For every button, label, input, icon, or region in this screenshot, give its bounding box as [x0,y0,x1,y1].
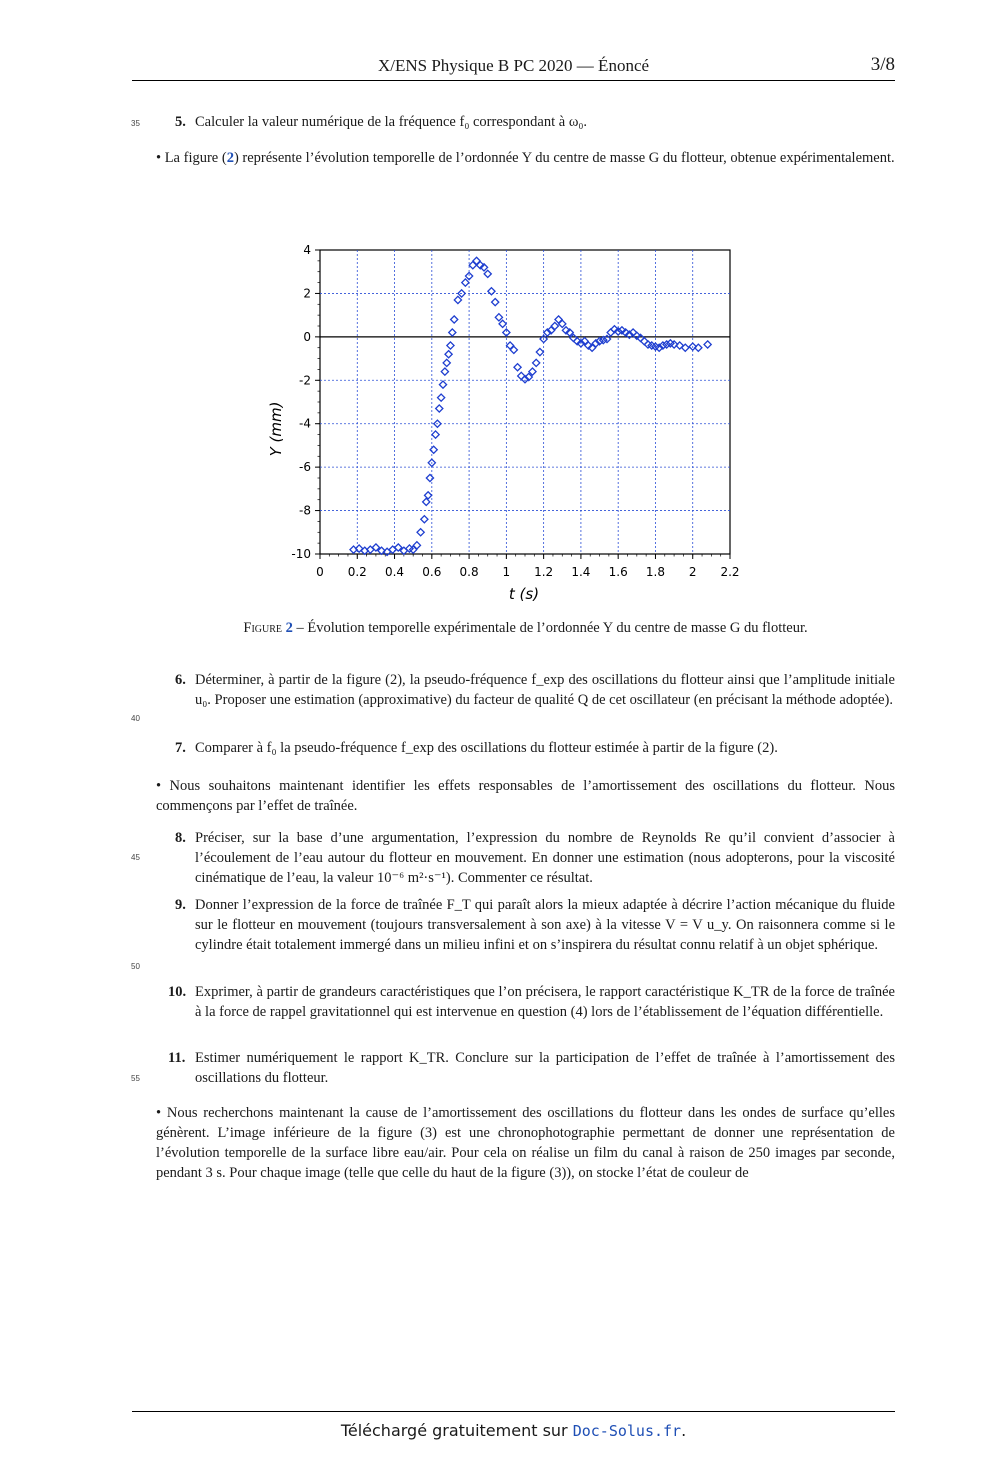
x-tick-label: 1.4 [571,565,591,579]
paragraph-figure-intro: • La figure (2) représente l’évolution temporelle de l’ordonnée Y du centre de masse G du flotteur, obtenue expérimentalement. [156,150,895,166]
line-number: 45 [131,853,140,862]
y-tick-label: 2 [303,286,311,301]
x-tick-label: 1 [502,565,511,579]
page-number: 3/8 [870,54,895,75]
x-tick-label: 0 [316,565,324,579]
question-number: 5. [175,114,186,130]
line-number: 35 [131,119,140,128]
figure-caption: Figure 2 – Évolution temporelle expérimentale de l’ordonnée Y du centre de masse G du flotteur. [243,620,808,636]
x-tick-label: 0.2 [347,565,367,579]
question-6: 6. Déterminer, à partir de la figure (2), la pseudo-fréquence f_exp des oscillations du flotteur ainsi que l’amplitude initiale u₀. Proposer une estimation (approximative) du facteur de qualité Q de cet oscillateur (en précisant la méthode adoptée). [175,672,895,708]
figure-2-chart [250,230,750,615]
page-header [132,52,895,81]
question-text: Déterminer, à partir de la figure (2), la pseudo-fréquence f_exp des oscillations du flotteur ainsi que l’amplitude initiale u₀. Proposer une estimation (approximative) du facteur de qualité Q de cet oscillateur (en précisant la méthode adoptée). [195,672,895,708]
question-10: 10. Exprimer, à partir de grandeurs caractéristiques que l’on précisera, le rapport caractéristique K_TR de la force de traînée à la force de rappel gravitationnel qui est intervenue en question (4) lors de l’établissement de l’équation différentielle. [168,984,895,1020]
y-axis-label: Y (mm) [267,401,285,457]
question-8: 8. Préciser, sur la base d’une argumentation, l’expression du nombre de Reynolds Re qu’il convient d’associer à l’écoulement de l’eau autour du flotteur en mouvement. En donner une estimation (nous adopterons, pour la viscosité cinématique de l’eau, la valeur 10⁻⁶ m²·s⁻¹). Commenter ce résultat. [175,830,895,886]
y-tick-label: -2 [299,373,311,388]
footer-divider [132,1411,895,1412]
x-tick-label: 0.6 [422,565,442,579]
question-9: 9. Donner l’expression de la force de traînée F_T qui paraît alors la mieux adaptée à décrire l’action mécanique du fluide sur le flotteur en mouvement (toujours transversalement à son axe) à la vitesse V = V u_y. On raisonnera comme si le cylindre était totalement immergé dans un milieu infini et on s’inspirera du résultat connu relatif à un objet sphérique. [175,897,895,953]
plot-frame [320,250,730,554]
question-5 [175,112,895,132]
question-text: Exprimer, à partir de grandeurs caractéristiques que l’on précisera, le rapport caractéristique K_TR de la force de traînée à la force de rappel gravitationnel qui est intervenue en question (4) lors de l’établissement de l’équation différentielle. [195,984,895,1020]
question-text: Comparer à f₀ la pseudo-fréquence f_exp des oscillations du flotteur estimée à partir de la figure (2). [195,740,778,756]
line-number: 40 [131,714,140,723]
question-text: Calculer la valeur numérique de la fréquence f₀ correspondant à ω₀. [195,114,588,130]
x-tick-label: 0.4 [384,565,405,579]
y-tick-label: 4 [303,243,311,257]
x-tick-label: 2 [688,565,697,579]
question-text: Estimer numériquement le rapport K_TR. Conclure sur la participation de l’effet de traînée à l’amortissement des oscillations du flotteur. [195,1050,895,1086]
line-number: 50 [131,962,140,971]
y-tick-label: -8 [299,503,311,518]
y-tick-label: -10 [291,547,311,561]
page-footer: Téléchargé gratuitement sur Doc-Solus.fr. [340,1421,687,1440]
paragraph-drag-intro: • Nous souhaitons maintenant identifier les effets responsables de l’amortissement des oscillations du flotteur. Nous commençons par l’effet de traînée. [156,778,896,814]
doc-solus-link[interactable]: Doc-Solus.fr [572,1422,682,1440]
x-axis-label: t (s) [508,585,540,603]
x-tick-label: 1.8 [645,565,666,579]
question-text: Préciser, sur la base d’une argumentation, l’expression du nombre de Reynolds Re qu’il convient d’associer à l’écoulement de l’eau autour du flotteur en mouvement. En donner une estimation (nous adopterons, pour la viscosité cinématique de l’eau, la valeur 10⁻⁶ m²·s⁻¹). Commenter ce résultat. [195,830,895,886]
x-tick-label: 2.2 [720,565,740,579]
x-tick-label: 1.6 [608,565,628,579]
question-7: 7. Comparer à f₀ la pseudo-fréquence f_exp des oscillations du flotteur estimée à partir de la figure (2). [175,738,895,758]
figure-ref-link[interactable]: 2 [285,620,293,636]
figure-ref-link[interactable]: 2 [226,150,234,166]
question-11: 11. Estimer numériquement le rapport K_TR. Conclure sur la participation de l’effet de traînée à l’amortissement des oscillations du flotteur. [168,1050,895,1086]
y-tick-label: -6 [299,460,311,475]
x-tick-label: 0.8 [459,565,479,579]
x-tick-label: 1.2 [534,565,554,579]
line-number: 55 [131,1074,140,1083]
header-title: X/ENS Physique B PC 2020 — Énoncé [377,56,650,75]
paragraph-waves-intro: • Nous recherchons maintenant la cause de l’amortissement des oscillations du flotteur dans les ondes de surface qu’elles génèrent. L’image inférieure de la figure (3) est une chronophotographie permettant de donner une représentation de l’évolution temporelle de la surface libre eau/air. Pour cela on réalise un film du canal à raison de 250 images par seconde, pendant 3 s. Pour chaque image (telle que celle du haut de la figure (3)), on stocke l’état de couleur de [156,1105,895,1181]
question-text: Donner l’expression de la force de traînée F_T qui paraît alors la mieux adaptée à décrire l’action mécanique du fluide sur le flotteur en mouvement (toujours transversalement à son axe) à la vitesse V = V u_y. On raisonnera comme si le cylindre était totalement immergé dans un milieu infini et on s’inspirera du résultat connu relatif à un objet sphérique. [195,897,895,953]
y-tick-label: -4 [299,416,311,431]
y-tick-label: 0 [303,329,311,344]
chart-grid [320,250,730,554]
